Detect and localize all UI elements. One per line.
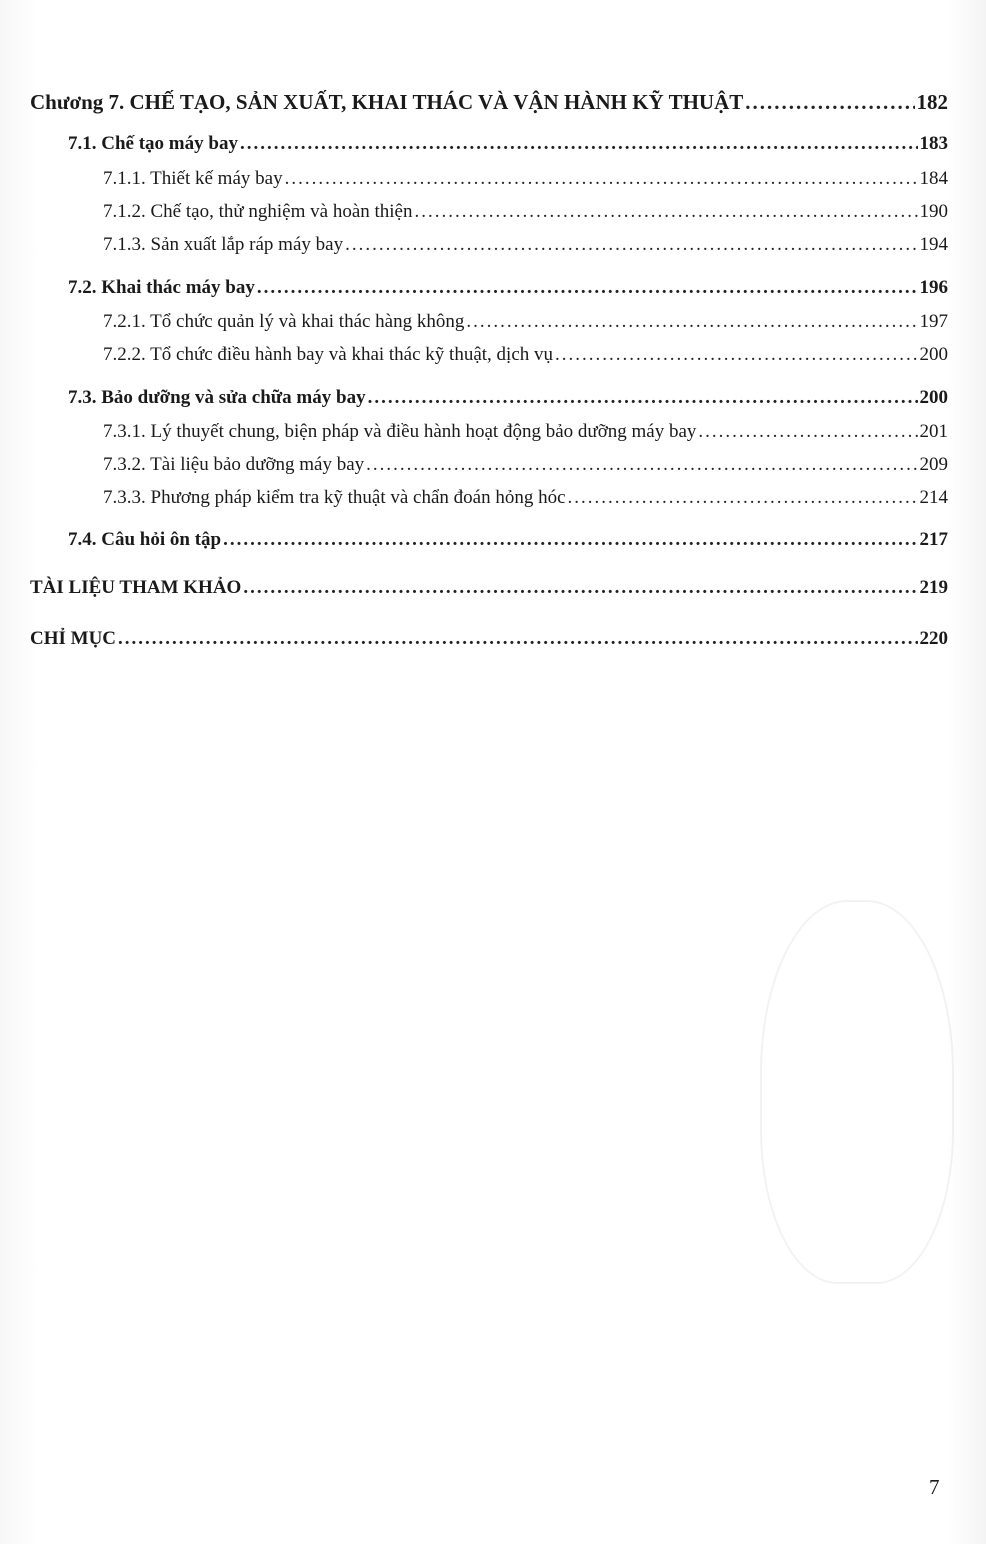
toc-leader-dots: [240, 133, 918, 155]
toc-entry-label: 7.1.1. Thiết kế máy bay: [103, 168, 283, 189]
toc-leader-dots: [118, 628, 917, 650]
toc-page-number: 183: [919, 133, 948, 154]
toc-subsection-7-1-1[interactable]: [103, 168, 948, 190]
toc-leader-dots: [568, 487, 918, 509]
toc-entry-label: 7.2.2. Tổ chức điều hành bay và khai thác kỹ thuật, dịch vụ: [103, 344, 553, 365]
toc-leader-dots: [257, 277, 918, 299]
toc-subsection-7-2-1[interactable]: [103, 311, 948, 333]
toc-subsection-7-3-1[interactable]: [103, 421, 948, 443]
toc-leader-dots: [698, 421, 917, 443]
page-number: 7: [929, 1475, 940, 1499]
bleed-through-figure: [760, 900, 954, 1284]
toc-entry-label: 7.3.1. Lý thuyết chung, biện pháp và điều hành hoạt động bảo dưỡng máy bay: [103, 421, 697, 442]
toc-page-number: 197: [919, 311, 948, 332]
toc-section-7-3[interactable]: [68, 387, 948, 409]
toc-page-number: 217: [919, 529, 948, 550]
toc-page-number: 194: [919, 234, 948, 255]
toc-entry-label: 7.3.2. Tài liệu bảo dưỡng máy bay: [103, 454, 365, 475]
toc-entry-label: 7.4. Câu hỏi ôn tập: [68, 529, 222, 550]
toc-subsection-7-1-3[interactable]: [103, 234, 948, 256]
toc-leader-dots: [555, 344, 918, 366]
toc-page-number: 182: [916, 90, 948, 114]
toc-page-number: 220: [919, 628, 948, 649]
toc-chapter-7[interactable]: [30, 90, 948, 115]
toc-leader-dots: [745, 90, 914, 115]
toc-leader-dots: [223, 529, 917, 551]
toc-leader-dots: [345, 234, 917, 256]
toc-section-7-4[interactable]: [68, 529, 948, 551]
toc-page-number: 214: [919, 487, 948, 508]
toc-entry-label: 7.2. Khai thác máy bay: [68, 277, 255, 298]
toc-entry-label: Chương 7. CHẾ TẠO, SẢN XUẤT, KHAI THÁC VÀ VẬN HÀNH KỸ THUẬT: [30, 90, 744, 114]
toc-page-number: 200: [919, 344, 948, 365]
toc-page-number: 184: [919, 168, 948, 189]
toc-entry-label: 7.2.1. Tổ chức quản lý và khai thác hàng không: [103, 311, 465, 332]
toc-page-number: 219: [919, 577, 948, 598]
toc-section-7-1[interactable]: [68, 133, 948, 155]
toc-leader-dots: [466, 311, 917, 333]
toc-page-number: 190: [919, 201, 948, 222]
toc-entry-label: 7.3. Bảo dưỡng và sửa chữa máy bay: [68, 387, 366, 408]
toc-subsection-7-3-3[interactable]: [103, 487, 948, 509]
toc-page-number: 200: [919, 387, 948, 408]
toc-entry-label: TÀI LIỆU THAM KHẢO: [30, 577, 242, 598]
toc-entry-label: 7.1. Chế tạo máy bay: [68, 133, 238, 154]
toc-entry-label: 7.1.3. Sản xuất lắp ráp máy bay: [103, 234, 344, 255]
toc-section-7-2[interactable]: [68, 277, 948, 299]
toc-entry-label: 7.3.3. Phương pháp kiểm tra kỹ thuật và chẩn đoán hỏng hóc: [103, 487, 566, 508]
toc-leader-dots: [285, 168, 918, 190]
toc-leader-dots: [366, 454, 917, 476]
toc-index[interactable]: [30, 628, 948, 650]
toc-page-number: 209: [919, 454, 948, 475]
toc-leader-dots: [243, 577, 917, 599]
toc-references[interactable]: [30, 577, 948, 599]
toc-leader-dots: [415, 201, 918, 223]
toc-page-number: 201: [919, 421, 948, 442]
toc-leader-dots: [368, 387, 918, 409]
toc-page-number: 196: [919, 277, 948, 298]
toc-entry-label: 7.1.2. Chế tạo, thử nghiệm và hoàn thiện: [103, 201, 413, 222]
toc-subsection-7-1-2[interactable]: [103, 201, 948, 223]
toc-entry-label: CHỈ MỤC: [30, 628, 117, 649]
toc-subsection-7-2-2[interactable]: [103, 344, 948, 366]
toc-subsection-7-3-2[interactable]: [103, 454, 948, 476]
